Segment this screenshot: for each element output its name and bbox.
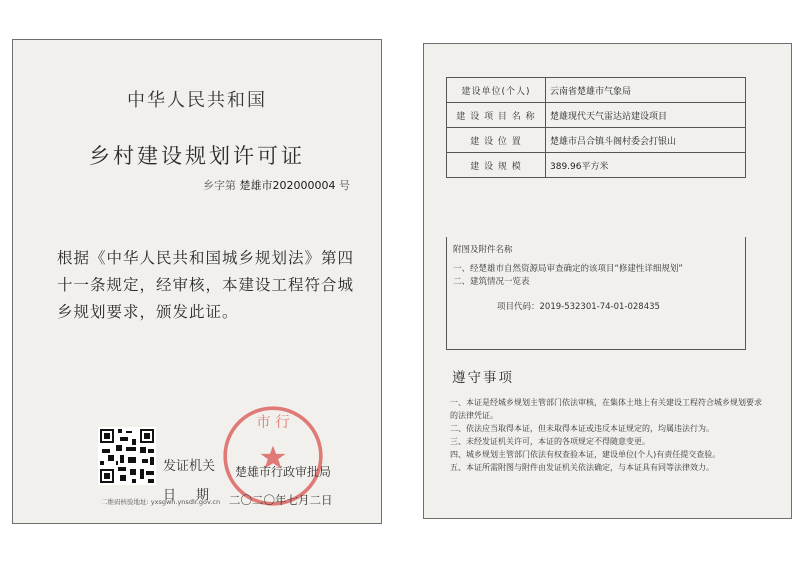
qr-verify-address: 二维码核验地址: yxsgwh.ynsdlr.gov.cn <box>101 498 221 506</box>
issue-date-value: 二〇二〇年七月二日 <box>229 493 333 507</box>
svg-text:市 行: 市 行 <box>256 413 290 431</box>
issuer-label: 发证机关 <box>163 459 216 474</box>
notes-title: 遵守事项 <box>452 370 514 386</box>
certificate-back-page <box>423 43 792 519</box>
attachment-item: 二、建筑情况一览表 <box>453 277 530 287</box>
row-label: 建 设 项 目 名 称 <box>447 103 546 128</box>
row-label: 建设单位(个人) <box>447 78 546 103</box>
attachments-section <box>446 237 746 350</box>
row-value: 楚雄现代天气雷达站建设项目 <box>546 103 746 128</box>
row-label: 建 设 规 模 <box>447 153 546 178</box>
notes-list <box>450 396 762 474</box>
certificate-number <box>203 177 350 193</box>
certificate-number-suffix: 号 <box>339 179 350 192</box>
row-value: 389.96平方米 <box>546 153 746 178</box>
country-name: 中华人民共和国 <box>127 90 267 111</box>
table-row <box>447 153 746 178</box>
table-row <box>447 103 746 128</box>
certificate-number-value: 楚雄市202000004 <box>239 179 336 192</box>
qr-code-icon <box>98 427 156 485</box>
list-item: 四、城乡规划主管部门依法有权查验本证，建设单位(个人)有责任提交查验。 <box>450 450 721 459</box>
attachment-item: 一、经楚雄市自然资源局审查确定的该项目“修建性详细规划” <box>453 264 683 274</box>
row-value: 楚雄市吕合镇斗阁村委会打银山 <box>546 128 746 153</box>
attachments-heading: 附图及附件名称 <box>453 245 513 255</box>
row-value: 云南省楚雄市气象局 <box>546 78 746 103</box>
list-item: 一、本证是经城乡规划主管部门依法审核，在集体土地上有关建设工程符合城乡规划要求的法律凭证。 <box>450 398 762 420</box>
issuer-value: 楚雄市行政审批局 <box>235 465 332 479</box>
table-row <box>447 128 746 153</box>
date-label: 日期 <box>163 488 230 503</box>
project-info-table <box>446 77 746 178</box>
project-code: 项目代码：2019-532301-74-01-028435 <box>497 302 660 312</box>
list-item: 五、本证所需附图与附件由发证机关依法确定，与本证具有同等法律效力。 <box>450 463 714 472</box>
certificate-front-page <box>12 39 382 524</box>
certificate-title: 乡村建设规划许可证 <box>89 144 305 168</box>
table-row <box>447 78 746 103</box>
row-label: 建 设 位 置 <box>447 128 546 153</box>
certificate-body-text: 根据《中华人民共和国城乡规划法》第四十一条规定，经审核，本建设工程符合城乡规划要求，颁发此证。 <box>57 249 355 321</box>
certificate-number-prefix: 乡字第 <box>203 179 236 192</box>
list-item: 三、未经发证机关许可，本证的各项规定不得随意变更。 <box>450 437 650 446</box>
list-item: 二、依法应当取得本证，但未取得本证或违反本证规定的，均属违法行为。 <box>450 424 714 433</box>
